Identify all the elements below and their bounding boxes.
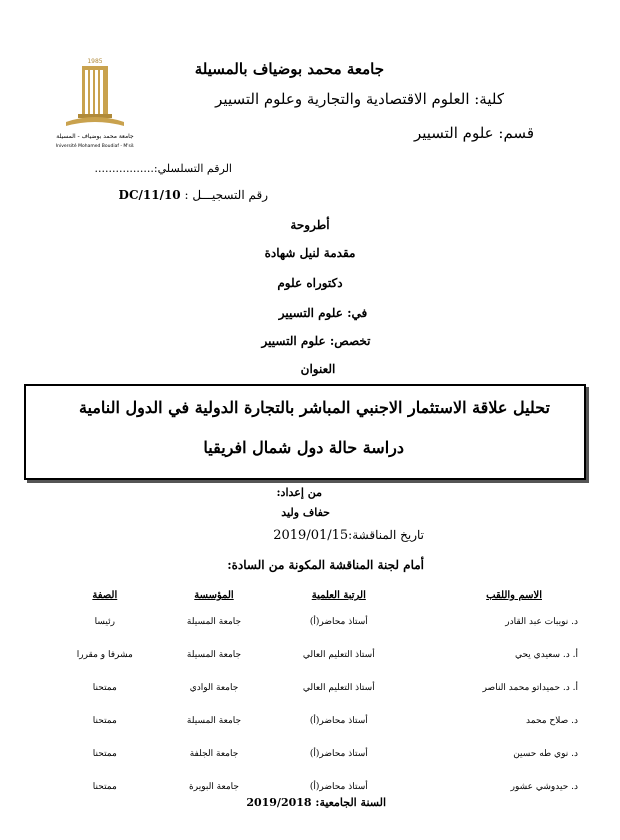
member-rank: أستاذ التعليم العالي <box>302 649 375 660</box>
logo-name-fr: Université Mohamed Boudiaf - M'sila <box>56 144 134 149</box>
thesis-title-line1: تحليل علاقة الاستثمار الاجنبي المباشر بالتجارة الدولية في الدول النامية <box>78 398 550 417</box>
prepared-by-label: من إعداد: <box>276 486 322 499</box>
thesis-degree: دكتوراه علوم <box>277 276 343 290</box>
faculty-name: كلية: العلوم الاقتصادية والتجارية وعلوم التسيير <box>215 90 504 108</box>
thesis-purpose: مقدمة لنيل شهادة <box>264 246 356 260</box>
thesis-type: أطروحة <box>290 218 330 232</box>
member-name: أ. د. حميداتو محمد الناصر <box>482 682 578 693</box>
logo-year: 1985 <box>87 58 103 65</box>
member-role: مشرفا و مقررا <box>76 649 133 660</box>
registration-value: DC/11/10 <box>118 188 181 202</box>
member-role: رئيسا <box>94 616 115 627</box>
thesis-specialty: تخصص: علوم التسيير <box>261 334 371 348</box>
member-role: ممتحنا <box>92 748 117 759</box>
member-rank: أستاذ التعليم العالي <box>302 682 375 693</box>
header-rank: الرتبة العلمية <box>311 590 366 601</box>
logo-name-ar: جامعة محمد بوضياف - المسيلة <box>56 133 134 140</box>
jury-table <box>58 590 578 803</box>
header-institution: المؤسسة <box>194 590 234 601</box>
member-name: د. صلاح محمد <box>526 715 578 726</box>
university-logo <box>56 56 134 156</box>
header-role: الصفة <box>92 590 118 601</box>
member-name: أ. د. سعيدي يحي <box>515 649 578 660</box>
table-row <box>58 671 578 704</box>
academic-year: السنة الجامعية: 2019/2018 <box>246 796 386 809</box>
author-name: حفاف وليد <box>281 506 330 519</box>
department-name: قسم: علوم التسيير <box>413 124 534 142</box>
committee-intro: أمام لجنة المناقشة المكونة من السادة: <box>227 558 424 572</box>
member-rank: أستاذ محاضر(أ) <box>309 715 368 726</box>
university-name: جامعة محمد بوضياف بالمسيلة <box>194 60 384 78</box>
member-institution: جامعة الوادي <box>189 682 239 693</box>
member-name: د. نويبات عبد القادر <box>505 616 578 627</box>
title-label: العنوان <box>300 362 336 376</box>
member-institution: جامعة البويرة <box>189 781 239 792</box>
member-role: ممتحنا <box>92 781 117 792</box>
table-row <box>58 737 578 770</box>
member-rank: أستاذ محاضر(أ) <box>309 748 368 759</box>
member-institution: جامعة المسيلة <box>186 649 242 660</box>
member-institution: جامعة المسيلة <box>186 616 242 627</box>
thesis-field: في: علوم التسيير <box>278 306 368 320</box>
registration-label: رقم التسجيـــل : <box>184 188 268 202</box>
defense-date <box>273 528 424 543</box>
member-rank: أستاذ محاضر(أ) <box>309 781 368 792</box>
member-name: د. نوي طه حسين <box>513 748 578 759</box>
thesis-title-box <box>24 384 586 480</box>
member-role: ممتحنا <box>92 715 117 726</box>
table-row <box>58 605 578 638</box>
thesis-title-line2: دراسة حالة دول شمال افريقيا <box>203 438 404 457</box>
table-row <box>58 638 578 671</box>
member-institution: جامعة المسيلة <box>186 715 242 726</box>
defense-date-label: تاريخ المناقشة: <box>348 528 424 542</box>
member-rank: أستاذ محاضر(أ) <box>309 616 368 627</box>
serial-label: الرقم التسلسلي: <box>153 162 232 175</box>
member-role: ممتحنا <box>92 682 117 693</box>
defense-date-value: 2019/01/15 <box>273 528 349 543</box>
table-row <box>58 704 578 737</box>
serial-number <box>94 162 232 175</box>
serial-value: ................. <box>94 162 154 175</box>
registration-number <box>119 188 268 202</box>
member-institution: جامعة الجلفة <box>189 748 239 759</box>
header-name: الاسم واللقب <box>486 590 542 601</box>
member-name: د. حيدوشي عشور <box>510 781 578 792</box>
